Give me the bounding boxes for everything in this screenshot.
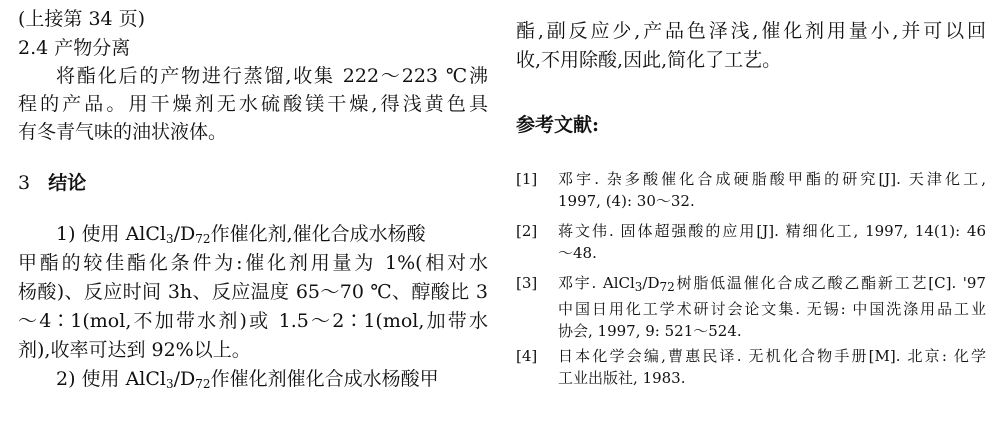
reference-line: 蒋文伟. 固体超强酸的应用[J]. 精细化工, 1997, 14(1): 46 [558,222,986,240]
reference-line: 协会, 1997, 9: 521～524. [558,322,742,340]
subscript-72: 72 [659,280,675,294]
conclusion-1-text-c: 作催化剂,催化合成水杨酸 [210,223,426,245]
reference-line: 邓宇. 杂多酸催化合成硬脂酸甲酯的研究[J]. 天津化工, [558,170,986,188]
paragraph-line: 有冬青气味的油状液体。 [18,121,228,143]
subscript-72: 72 [195,232,211,246]
reference-line [558,272,986,298]
paragraph-line: 酯,副反应少,产品色泽浅,催化剂用量小,并可以回 [516,20,986,42]
paragraph-line: 甲酯的较佳酯化条件为:催化剂用量为 1%(相对水 [18,252,488,274]
reference-text-c: 树脂低温催化合成乙酸乙酯新工艺[C]. '97 [674,274,986,292]
conclusion-1-text-b: /D [173,223,196,245]
conclusion-2-text-c: 作催化剂催化合成水杨酸甲 [210,368,439,390]
references-heading: 参考文献: [516,114,600,136]
section-3-title: 结论 [48,172,87,194]
conclusion-1-text-a: 1) 使用 AlCl [56,223,166,245]
section-3-heading [18,170,86,196]
paragraph-line: 剂),收率可达到 92%以上。 [18,339,251,361]
section-3-number: 3 [18,172,31,194]
conclusion-2-text-a: 2) 使用 AlCl [56,368,166,390]
continued-from-note: (上接第 34 页) [18,8,146,30]
subscript-3: 3 [166,377,174,391]
reference-line: ～48. [558,244,597,262]
reference-line: 中国日用化工学术研讨会论文集. 无锡: 中国洗涤用品工业 [558,300,986,318]
paragraph-line: ～4∶1(mol,不加带水剂)或 1.5～2∶1(mol,加带水 [18,310,488,332]
reference-number: [4] [516,347,538,365]
paragraph-line: 程的产品。用干燥剂无水硫酸镁干燥,得浅黄色具 [18,93,488,115]
subscript-3: 3 [634,280,643,294]
paragraph-line: 杨酸)、反应时间 3h、反应温度 65～70 ℃、醇酸比 3 [18,281,488,303]
section-2-4-heading: 2.4 产物分离 [18,37,131,59]
reference-line: 1997, (4): 30～32. [558,192,695,210]
reference-text-a: 邓宇. AlCl [558,274,635,292]
conclusion-1-first-line [18,221,426,252]
reference-line: 工业出版社, 1983. [558,369,686,387]
reference-text-b: /D [642,274,660,292]
subscript-3: 3 [166,232,174,246]
reference-number: [2] [516,222,538,240]
reference-line: 日本化学会编,曹惠民译. 无机化合物手册[M]. 北京: 化学 [558,347,986,365]
paragraph-line: 将酯化后的产物进行蒸馏,收集 222～223 ℃沸 [56,65,488,87]
reference-number: [3] [516,274,538,292]
subscript-72: 72 [195,377,211,391]
reference-number: [1] [516,170,538,188]
conclusion-2-first-line [18,366,439,397]
conclusion-2-text-b: /D [173,368,196,390]
paragraph-line: 收,不用除酸,因此,简化了工艺。 [516,49,782,71]
